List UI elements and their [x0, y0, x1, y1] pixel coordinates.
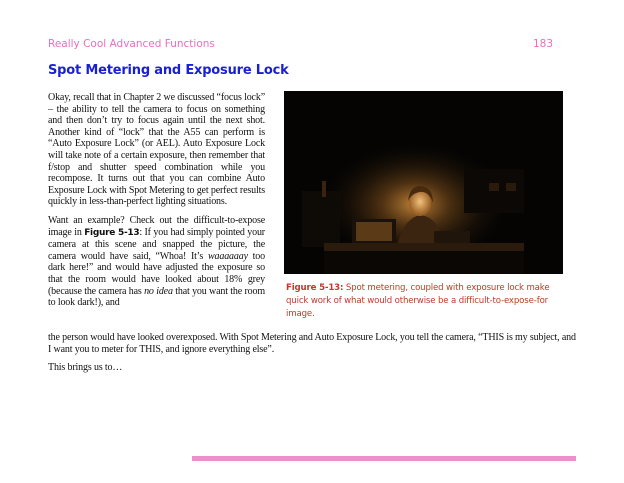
paragraph-2-text-d: that you want the room to look dark!), and [48, 285, 265, 309]
chapter-title: Really Cool Advanced Functions [48, 38, 215, 50]
page-number: 183 [532, 38, 553, 50]
body-column [48, 92, 265, 316]
footer-rule [192, 456, 576, 461]
paragraph-2-text-a: Want an example? Check out the difficult-to-expose image in [48, 214, 265, 238]
section-title: Spot Metering and Exposure Lock [48, 63, 289, 78]
body-full-width [48, 332, 578, 381]
caption-text: Spot metering, coupled with exposure lock make quick work of what would otherwise be a difficult-to-expose-for image. [286, 283, 550, 319]
paragraph-2 [48, 215, 265, 309]
emphasis-no-idea: no idea [144, 285, 173, 297]
figure-reference: Figure 5-13 [84, 227, 140, 238]
paragraph-2-text-b: : If you had simply pointed your camera at this scene and snapped the picture, the camera would have said, “Whoa! It’s [48, 226, 265, 262]
figure-caption [286, 282, 561, 321]
figure-label: Figure 5-13: [286, 283, 344, 293]
paragraph-2-text-c: too dark here!” and would have adjusted the exposure so that the room would have looked about 18% grey (because the camera has [48, 250, 265, 297]
figure-image [284, 91, 563, 274]
paragraph-2-continued: the person would have looked overexposed. With Spot Metering and Auto Exposure Lock, you tell the camera, “THIS is my subject, and I want you to meter for THIS, and ignore everything else”. [48, 332, 576, 355]
paragraph-1: Okay, recall that in Chapter 2 we discussed “focus lock” – the ability to tell the camera to focus on something and then don’t try to focus again until the next shot. Another kind of “lock” that the A55 can perform is “Auto Exposure Lock” (or AEL). Auto Exposure Lock will take note of a certain exposure, then remember that f/stop and shutter speed combination while you recompose. It turns out that you can combine Auto Exposure Lock with Spot Metering to get perfect results quickly in less-than-perfect lighting situations. [48, 92, 265, 208]
paragraph-3: This brings us to… [48, 362, 123, 374]
running-header [48, 38, 553, 50]
emphasis-waaaaaay: waaaaaay [207, 250, 248, 262]
dark-room-photo [284, 91, 563, 274]
